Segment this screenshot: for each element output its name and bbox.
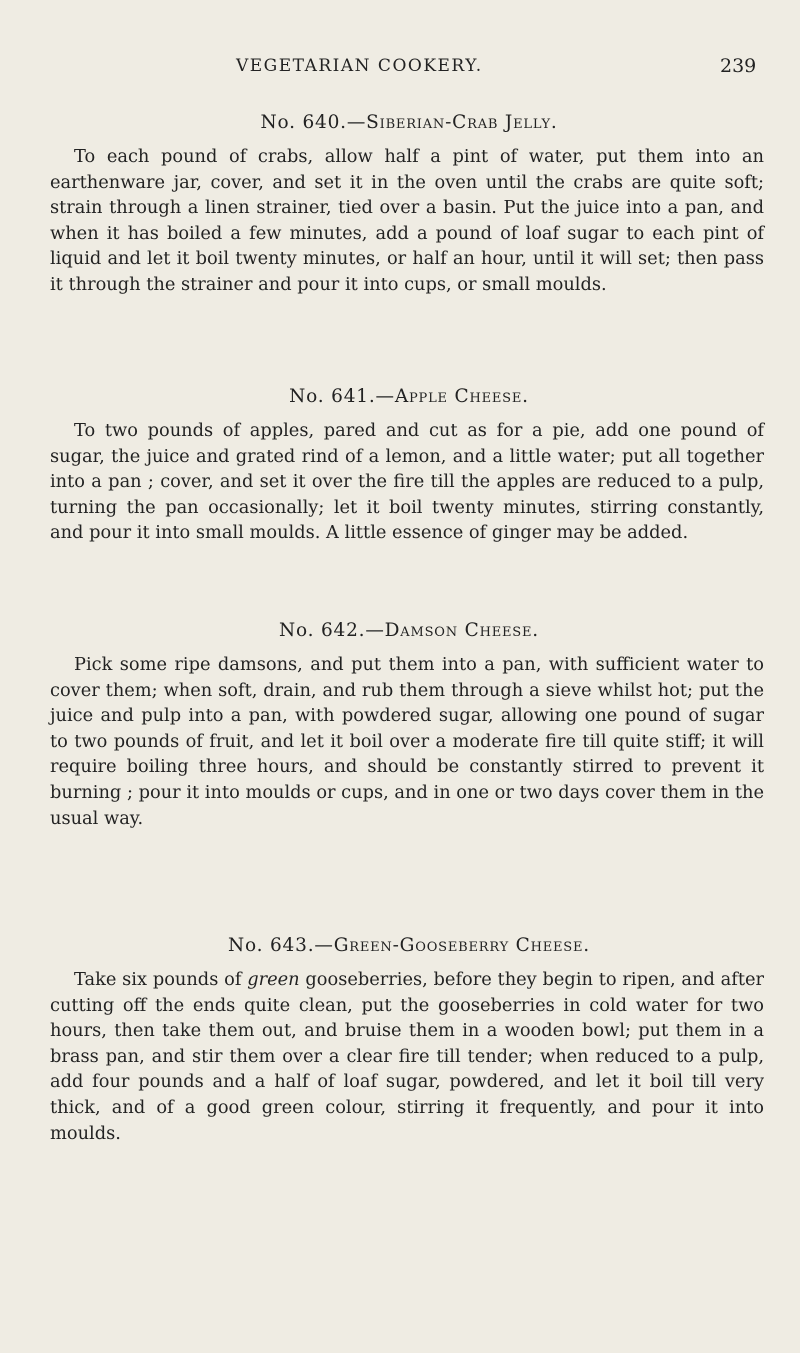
recipe-heading: No. 640.—Siberian-Crab Jelly. bbox=[260, 112, 558, 133]
recipe-641 bbox=[50, 385, 764, 546]
recipe-number: No. 641. bbox=[289, 386, 376, 407]
recipe-title: Siberian-Crab Jelly. bbox=[366, 112, 558, 133]
recipe-640 bbox=[50, 111, 764, 298]
recipe-heading: No. 641.—Apple Cheese. bbox=[289, 386, 529, 407]
running-title: VEGETARIAN COOKERY. bbox=[236, 56, 483, 76]
recipe-number: No. 642. bbox=[279, 620, 366, 641]
recipe-text: To each pound of crabs, allow half a pint of water, put them into an earthenware jar, cover, and set it in the oven until the crabs are quite soft; strain through a linen strainer, tied over a basin. Put the juice into a pan, and when it has boiled a few minutes, add a pound of loaf sugar to each pint of liquid and let it boil twenty minutes, or half an hour, until it will set; then pass it through the strainer and pour it into cups, or small moulds. bbox=[50, 146, 764, 295]
recipe-text: Pick some ripe damsons, and put them into a pan, with sufficient water to cover them; when soft, drain, and rub them through a sieve whilst hot; put the juice and pulp into a pan, with powdered sugar, allowing one pound of sugar to two pounds of fruit, and let it boil over a moderate fire till quite stiff; it will require boiling three hours, and should be constantly stirred to prevent it burning ; pour it into moulds or cups, and in one or two days cover them in the usual way. bbox=[50, 654, 764, 829]
recipe-heading: No. 643.—Green-Gooseberry Cheese. bbox=[228, 935, 590, 956]
recipe-title: Apple Cheese. bbox=[394, 386, 529, 407]
recipe-text-emphasis: green bbox=[247, 969, 300, 990]
recipe-642 bbox=[50, 619, 764, 831]
recipe-text-rest: gooseberries, before they begin to ripen, and after cutting off the ends quite clean, put the gooseberries in cold water for two hours, then take them out, and bruise them in a wooden bowl; put them in a brass pan, and stir them over a clear fire till tender; when reduced to a pulp, add four pounds and a half of loaf sugar, powdered, and let it boil till very thick, and of a good green colour, stirring it frequently, and pour it into moulds. bbox=[50, 969, 764, 1144]
recipe-number: No. 643. bbox=[228, 935, 315, 956]
page-number: 239 bbox=[720, 55, 757, 77]
running-head bbox=[0, 56, 800, 86]
recipe-643 bbox=[50, 934, 764, 1146]
recipe-text: To two pounds of apples, pared and cut as for a pie, add one pound of sugar, the juice and grated rind of a lemon, and a little water; put all together into a pan ; cover, and set it over the fire till the apples are reduced to a pulp, turning the pan occasionally; let it boil twenty minutes, stirring constantly, and pour it into small moulds. A little essence of ginger may be added. bbox=[50, 420, 764, 544]
recipe-number: No. 640. bbox=[260, 112, 347, 133]
recipe-text-start: Take six pounds of bbox=[74, 969, 248, 990]
recipe-title: Damson Cheese. bbox=[384, 620, 539, 641]
recipe-heading: No. 642.—Damson Cheese. bbox=[279, 620, 539, 641]
recipe-text bbox=[50, 967, 764, 1146]
recipe-title: Green-Gooseberry Cheese. bbox=[333, 935, 590, 956]
